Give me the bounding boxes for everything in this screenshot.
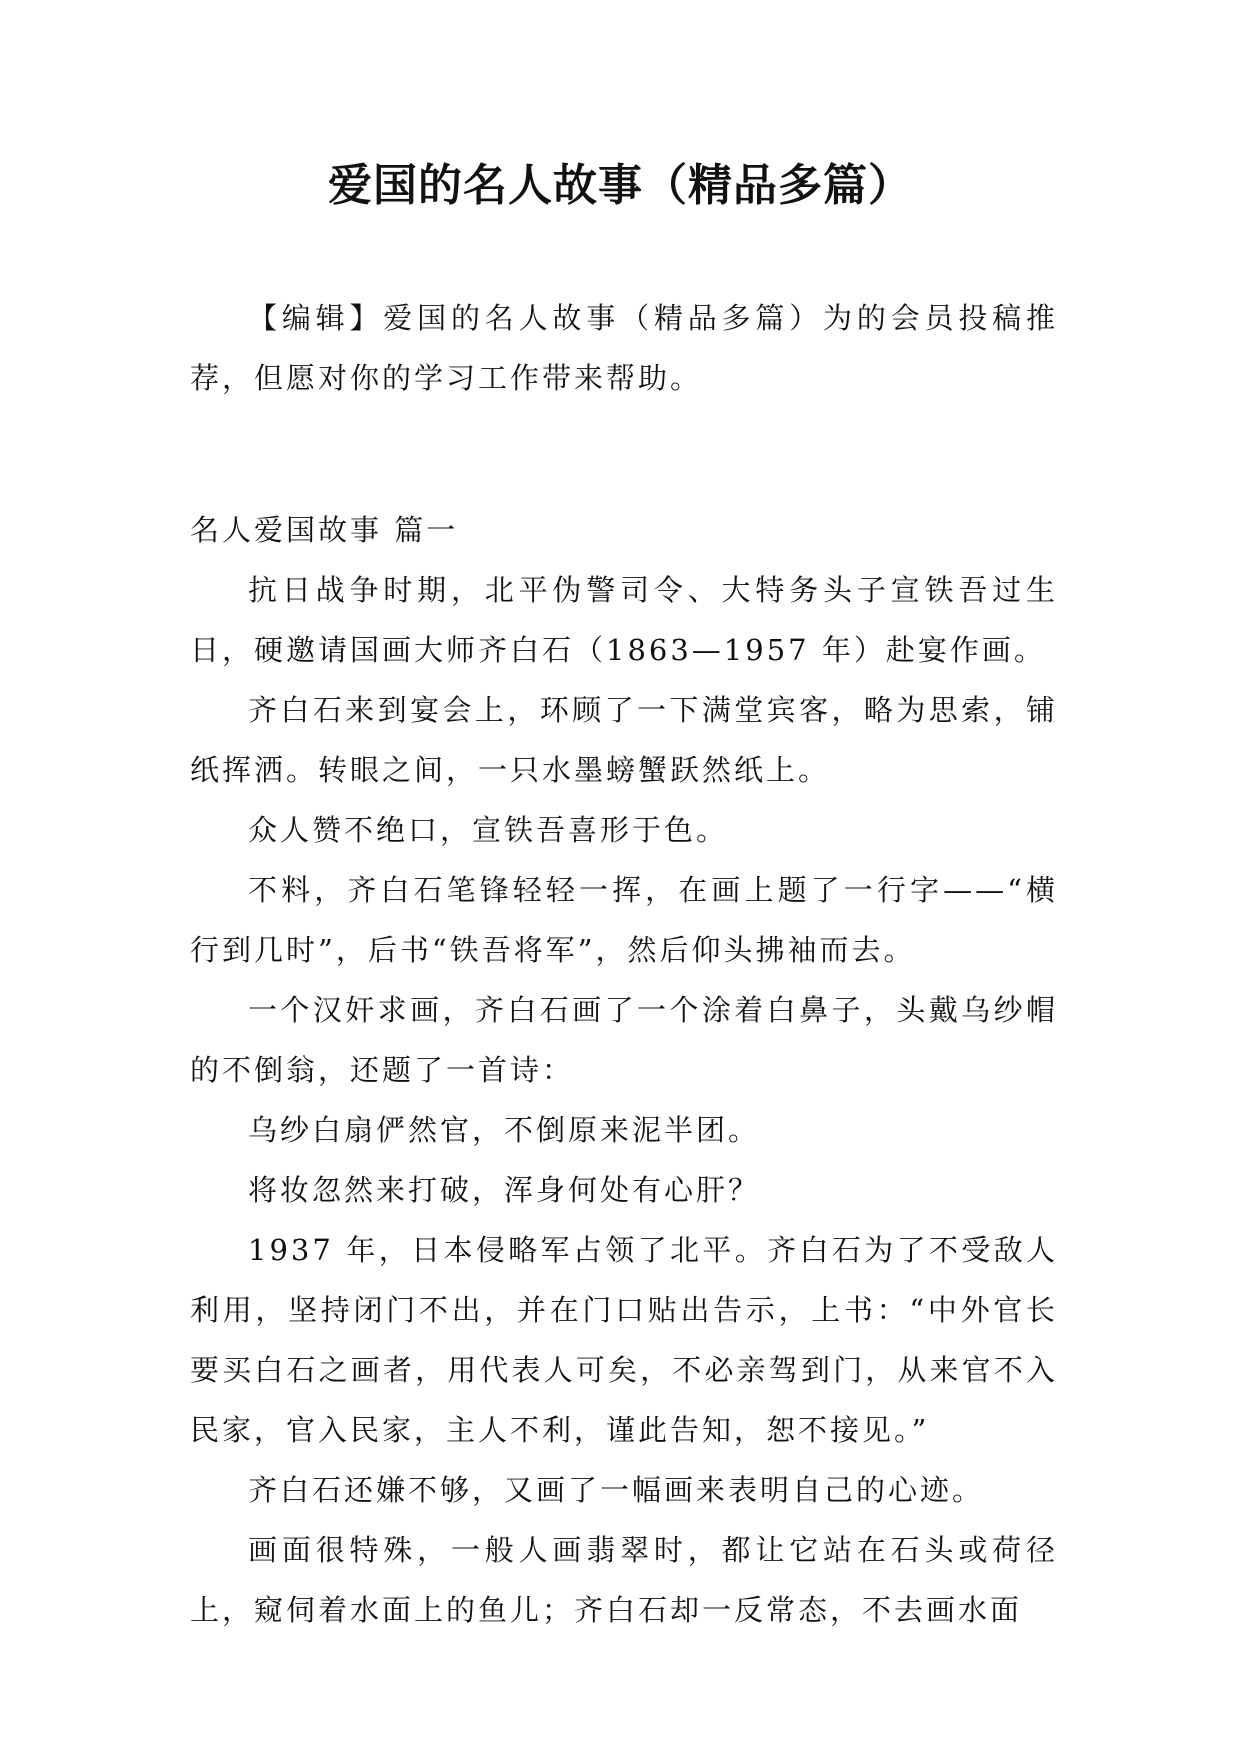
body-paragraph: 1937 年，日本侵略军占领了北平。齐白石为了不受敌人利用，坚持闭门不出，并在门口贴出告示，上书：“中外官长要买白石之画者，用代表人可矣，不必亲驾到门，从来官不入民家，官入民家，主人不利，谨此告知，恕不接见。” bbox=[190, 1233, 1058, 1447]
body-paragraph: 齐白石还嫌不够，又画了一幅画来表明自己的心迹。 bbox=[248, 1473, 985, 1507]
intro-paragraph: 【编辑】爱国的名人故事（精品多篇）为的会员投稿推荐，但愿对你的学习工作带来帮助。 bbox=[190, 301, 1058, 395]
body-paragraph: 一个汉奸求画，齐白石画了一个涂着白鼻子，头戴乌纱帽的不倒翁，还题了一首诗： bbox=[190, 993, 1058, 1087]
document-body bbox=[190, 288, 1058, 1640]
paragraph-gap bbox=[190, 408, 1058, 500]
body-paragraph: 抗日战争时期，北平伪警司令、大特务头子宣铁吾过生日，硬邀请国画大师齐白石（1863—1957 年）赴宴作画。 bbox=[190, 573, 1058, 667]
document-title: 爱国的名人故事（精品多篇） bbox=[328, 160, 913, 211]
body-paragraph: 齐白石来到宴会上，环顾了一下满堂宾客，略为思索，铺纸挥洒。转眼之间，一只水墨螃蟹跃然纸上。 bbox=[190, 693, 1058, 787]
body-paragraph: 画面很特殊，一般人画翡翠时，都让它站在石头或荷径上，窥伺着水面上的鱼儿；齐白石却一反常态，不去画水面 bbox=[190, 1533, 1058, 1627]
body-paragraph: 不料，齐白石笔锋轻轻一挥，在画上题了一行字——“横行到几时”，后书“铁吾将军”，然后仰头拂袖而去。 bbox=[190, 873, 1058, 967]
poem-line: 乌纱白扇俨然官，不倒原来泥半团。 bbox=[248, 1113, 761, 1147]
body-paragraph: 众人赞不绝口，宣铁吾喜形于色。 bbox=[248, 813, 729, 847]
poem-line: 将妆忽然来打破，浑身何处有心肝？ bbox=[248, 1173, 761, 1207]
section-heading: 名人爱国故事 篇一 bbox=[190, 513, 459, 547]
